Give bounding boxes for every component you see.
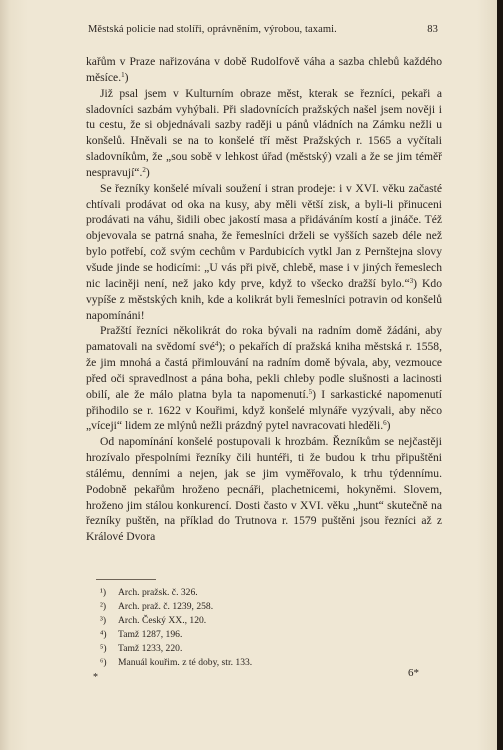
paragraph: kařům v Praze nařizována v době Rudolfově váha a sazba chlebů každého měsíce.$^1$): [86, 55, 442, 84]
footnote: ⁴) Tamž 1287, 196.: [100, 629, 183, 640]
footnote: ⁶) Manuál kouřim. z té doby, str. 133.: [100, 657, 253, 668]
footnote-ref: 1: [121, 70, 125, 79]
paragraph: Od napomínání konšelé postupovali k hrozbám. Řezníkům se nejčastěji hrozívalo přespolními řezníky čili huntéři, ti že budou k trhu připuštěni stálému, denními a nejen, jak se jim vyměřovalo, k trhu týdennímu. Podobně pekařům hroženo pecnáři, plachetnicemi, hokyněmi. Slovem, hroženo jim stálou konkurencí. Dosti často v XVI. věku „hunt“ skutečně na řezníky puštěn, na příklad do Trutnova r. 1579 puštěni jsou řezníci až z Králové Dvora: [86, 435, 442, 544]
footnote: ⁵) Tamž 1233, 220.: [100, 643, 183, 654]
paragraph: Pražští řezníci několikrát do roka bývali na radním domě žádáni, aby pamatovali na svědomí své$^4$); o pekařích dí pražská kniha městská r. 1558, že jim mnohá a častá přimlouvání na radním domě bývala, aby, vezmouce před oči spravedlnost a pána boha, pekli chleby podle slušnosti a lacinosti obilí, ale že málo platna byla ta napomenutí.$^5$) I sarkastické napomenutí přihodilo se r. 1622 v Kouřimi, když konšelé mlynáře vyzývali, aby něco „víceji“ lidem ze mlýnů nežli prázdný pytel navracovati hleděli.$^6$): [86, 324, 442, 433]
page-edge-shadow: [497, 0, 503, 750]
running-head-title: Městská policie nad stolíři, oprávněním, výrobou, taxami.: [88, 24, 337, 35]
footnote: ¹) Arch. pražsk. č. 326.: [100, 587, 198, 598]
footnote-ref: 4: [214, 340, 219, 349]
footnote-ref: 5: [308, 387, 313, 396]
running-header: [88, 24, 438, 35]
footnote-divider: [96, 579, 156, 580]
body-text: [86, 54, 442, 545]
footnote-ref: 3: [409, 276, 414, 285]
page-number: 83: [427, 24, 438, 35]
footnote: ³) Arch. Český XX., 120.: [100, 615, 207, 626]
footnotes: [100, 586, 400, 670]
footnote-ref: 2: [142, 165, 146, 174]
footnote: ²) Arch. praž. č. 1239, 258.: [100, 601, 214, 612]
signature-mark-left: *: [93, 672, 98, 683]
paragraph: Již psal jsem v Kulturním obraze měst, kterak se řezníci, pekaři a sladovníci sazbám vyhýbali. Při sladovnících pražských našel jsem nověji i tu cestu, že si objednávali sazby raději u pánů vládních na Zámku nežli u konšelů. Hněvali se na to konšelé tří měst Pražských r. 1565 a vyčítali sladovníkům, že „sou sobě v lehkost úřad (městský) vzali a že se jim téměř nespravují“.$^2$): [86, 86, 442, 179]
paragraph: Se řezníky konšelé mívali soužení i stran prodeje: i v XVI. věku začasté chtívali prodávat od oka na kusy, aby měli větší zisk, a byli-li přinuceni prodávati na váhu, šidili obec jakostí masa a přidáváním kostí a jináče. Též objevovala se patrná snaha, že řemeslníci drželi se vyšších sazeb déle než bylo potřebí, což svým cechům v Pardubicích vytkl Jan z Pernštejna slovy všude jinde se hodicími: „U vás při pivě, chlebě, mase i v jiných řemeslech nic laciněji není, než jako kdy prve, když to všecko dražší bylo.“$^3$) Kdo vypíše z městských knih, kde a kolikrát byli řemeslníci potravin od konšelů napomínáni!: [86, 181, 442, 322]
signature-mark: 6*: [408, 667, 419, 679]
